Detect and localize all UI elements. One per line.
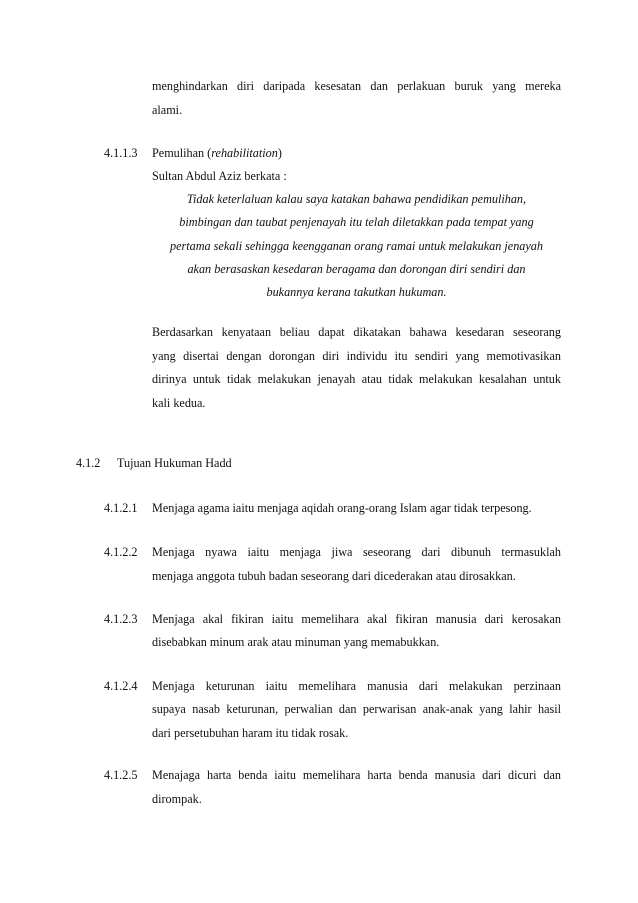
paragraph-line-3: dirinya untuk tidak melakukan jenayah atau tidak melakukan kesalahan untuk [152, 372, 561, 386]
quote-line-5: bukannya kerana takutkan hukuman. [266, 285, 447, 299]
item-4124-line-3: dari persetubuhan haram itu tidak rosak. [152, 726, 349, 740]
paragraph-line-1: Berdasarkan kenyataan beliau dapat dikatakan bahawa kesedaran seseorang [152, 325, 561, 339]
section-title-4113 [152, 141, 282, 165]
item-4122-line-1: Menjaga nyawa iaitu menjaga jiwa seseorang dari dibunuh termasuklah [152, 545, 561, 559]
title-italic: rehabilitation [211, 146, 278, 160]
speaker-line: Sultan Abdul Aziz berkata : [152, 169, 287, 183]
quote-line-4: akan berasaskan kesedaran beragama dan dorongan diri sendiri dan [187, 262, 526, 276]
item-number-4123: 4.1.2.3 [104, 612, 138, 626]
item-number-4125: 4.1.2.5 [104, 768, 138, 782]
item-number-4121: 4.1.2.1 [104, 501, 138, 515]
paragraph-line-4: kali kedua. [152, 396, 206, 410]
quote-line-2: bimbingan dan taubat penjenayah itu telah diletakkan pada tempat yang [179, 215, 534, 229]
item-4123-line-2: disebabkan minum arak atau minuman yang memabukkan. [152, 635, 440, 649]
title-prefix: Pemulihan ( [152, 146, 212, 160]
item-number-4124: 4.1.2.4 [104, 679, 138, 693]
item-4125-line-1: Menajaga harta benda iaitu memelihara harta benda manusia dari dicuri dan [152, 768, 561, 782]
section-number-4113: 4.1.1.3 [104, 146, 138, 160]
item-4121-line-1: Menjaga agama iaitu menjaga aqidah orang-orang Islam agar tidak terpesong. [152, 501, 532, 515]
item-4123-line-1: Menjaga akal fikiran iaitu memelihara akal fikiran manusia dari kerosakan [152, 612, 561, 626]
quote-line-1: Tidak keterlaluan kalau saya katakan bahawa pendidikan pemulihan, [186, 192, 527, 206]
title-suffix: ) [277, 146, 282, 160]
section-number-412: 4.1.2 [76, 456, 101, 470]
item-4122-line-2: menjaga anggota tubuh badan seseorang dari dicederakan atau dirosakkan. [152, 569, 516, 583]
top-paragraph-line-2: alami. [152, 103, 183, 117]
item-4124-line-2: supaya nasab keturunan, perwalian dan perwarisan anak-anak yang lahir hasil [152, 702, 561, 716]
top-paragraph-line-1: menghindarkan diri daripada kesesatan dan perlakuan buruk yang mereka [152, 79, 561, 93]
paragraph-line-2: yang disertai dengan dorongan diri individu itu sendiri yang memotivasikan [152, 349, 561, 363]
item-4125-line-2: dirompak. [152, 792, 202, 806]
section-title-412: Tujuan Hukuman Hadd [117, 456, 232, 470]
item-4124-line-1: Menjaga keturunan iaitu memelihara manusia dari melakukan perzinaan [152, 679, 561, 693]
quote-line-3: pertama sekali sehingga keengganan orang ramai untuk melakukan jenayah [170, 239, 543, 253]
item-number-4122: 4.1.2.2 [104, 545, 138, 559]
